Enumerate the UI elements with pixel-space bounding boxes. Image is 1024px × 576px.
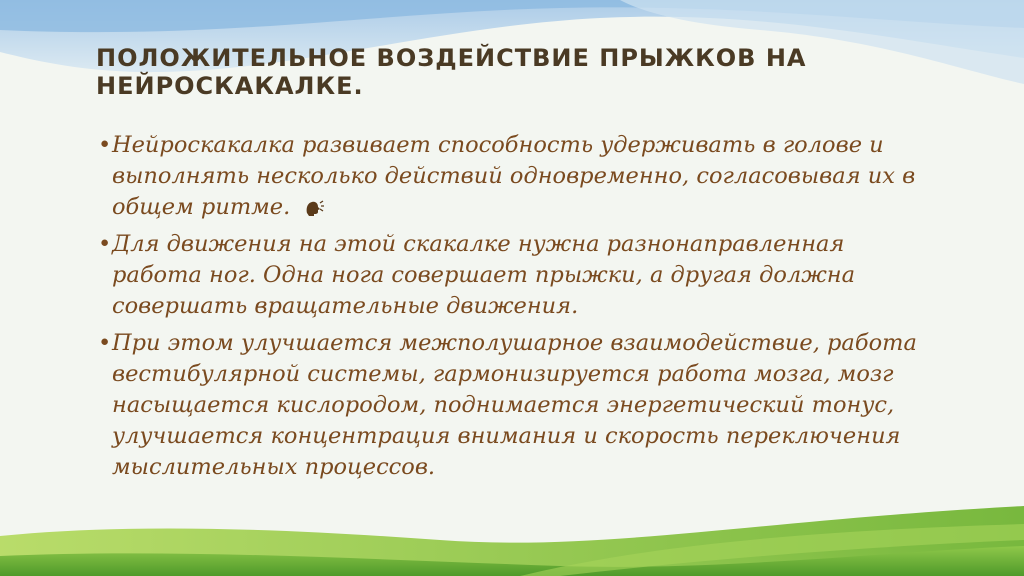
bullet-text: Нейроскакалка развивает способность удерживать в голове и выполнять несколько действий одновременно, согласовывая их в общем ритме. [112, 132, 916, 220]
bullet-item [96, 328, 936, 483]
slide-title: ПОЛОЖИТЕЛЬНОЕ ВОЗДЕЙСТВИЕ ПРЫЖКОВ НА НЕЙРОСКАКАЛКЕ. [96, 44, 807, 100]
bullet-item [96, 130, 936, 223]
bullet-dot: • [98, 132, 112, 158]
bullet-text: При этом улучшается межполушарное взаимодействие, работа вестибулярной системы, гармонизируется работа мозга, мозг насыщается кислородом, поднимается энергетический тонус, улучшается концентрация внимания и скорость переключения мыслительных процессов. [112, 330, 917, 480]
bullet-list [96, 130, 936, 489]
speaking-head-icon [305, 199, 325, 217]
bullet-text: Для движения на этой скакалке нужна разнонаправленная работа ног. Одна нога совершает прыжки, а другая должна совершать вращательные движения. [112, 231, 856, 319]
bullet-item [96, 229, 936, 322]
bullet-dot: • [98, 231, 112, 257]
bullet-dot: • [98, 330, 112, 356]
